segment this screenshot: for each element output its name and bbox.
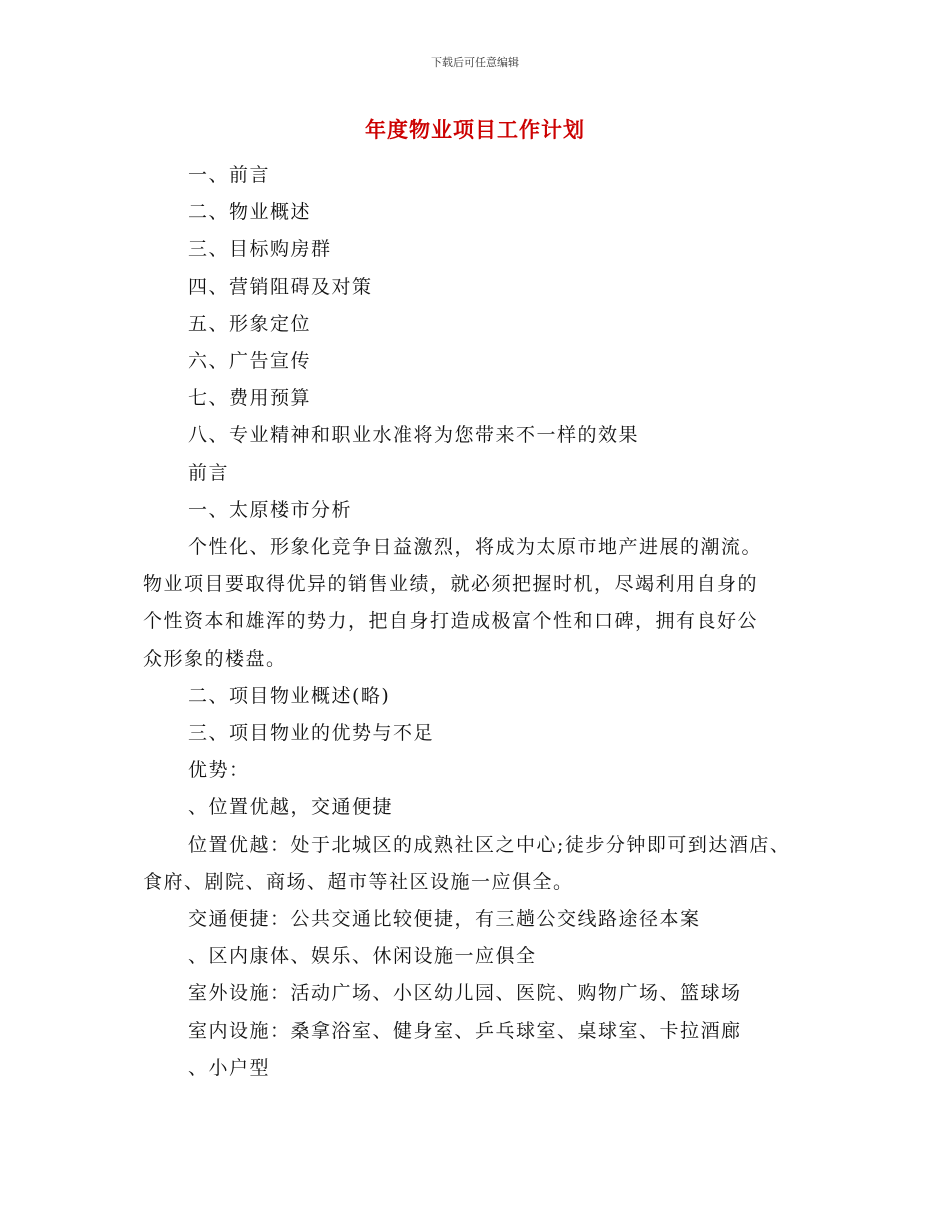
toc-item: 七、费用预算	[188, 387, 312, 410]
section-heading: 一、太原楼市分析	[188, 498, 353, 521]
header-note: 下载后可任意编辑	[431, 56, 519, 69]
document-body	[143, 157, 823, 1087]
paragraph-line: 个性资本和雄浑的势力，把自身打造成极富个性和口碑，拥有良好公	[143, 610, 759, 633]
paragraph-line: 众形象的楼盘。	[143, 647, 287, 670]
toc-item: 二、物业概述	[188, 201, 312, 224]
paragraph-line: 室内设施：桑拿浴室、健身室、乒乓球室、桌球室、卡拉酒廊	[188, 1019, 742, 1042]
paragraph-line: 个性化、形象化竞争日益激烈，将成为太原市地产进展的潮流。	[188, 536, 763, 559]
paragraph-line: 食府、剧院、商场、超市等社区设施一应俱全。	[143, 870, 574, 893]
document-title: 年度物业项目工作计划	[365, 118, 585, 142]
section-heading: 前言	[188, 461, 230, 484]
section-heading: 三、项目物业的优势与不足	[188, 722, 435, 745]
subheading: 优势：	[188, 759, 250, 782]
section-heading: 二、项目物业概述(略)	[188, 684, 391, 707]
paragraph-line: 室外设施：活动广场、小区幼儿园、医院、购物广场、篮球场	[188, 982, 742, 1005]
list-item: 、位置优越，交通便捷	[188, 796, 394, 819]
toc-item: 四、营销阻碍及对策	[188, 275, 373, 298]
list-item: 、小户型	[188, 1056, 271, 1079]
toc-item: 八、专业精神和职业水准将为您带来不一样的效果	[188, 424, 640, 447]
paragraph-line: 物业项目要取得优异的销售业绩，就必须把握时机，尽竭利用自身的	[143, 573, 759, 596]
toc-item: 三、目标购房群	[188, 238, 332, 261]
toc-item: 五、形象定位	[188, 312, 312, 335]
list-item: 、区内康体、娱乐、休闲设施一应俱全	[188, 945, 537, 968]
toc-item: 六、广告宣传	[188, 350, 312, 373]
toc-item: 一、前言	[188, 164, 271, 186]
paragraph-line: 位置优越：处于北城区的成熟社区之中心;徒步分钟即可到达酒店、	[188, 833, 791, 856]
paragraph-line: 交通便捷：公共交通比较便捷，有三趟公交线路途径本案	[188, 908, 701, 931]
